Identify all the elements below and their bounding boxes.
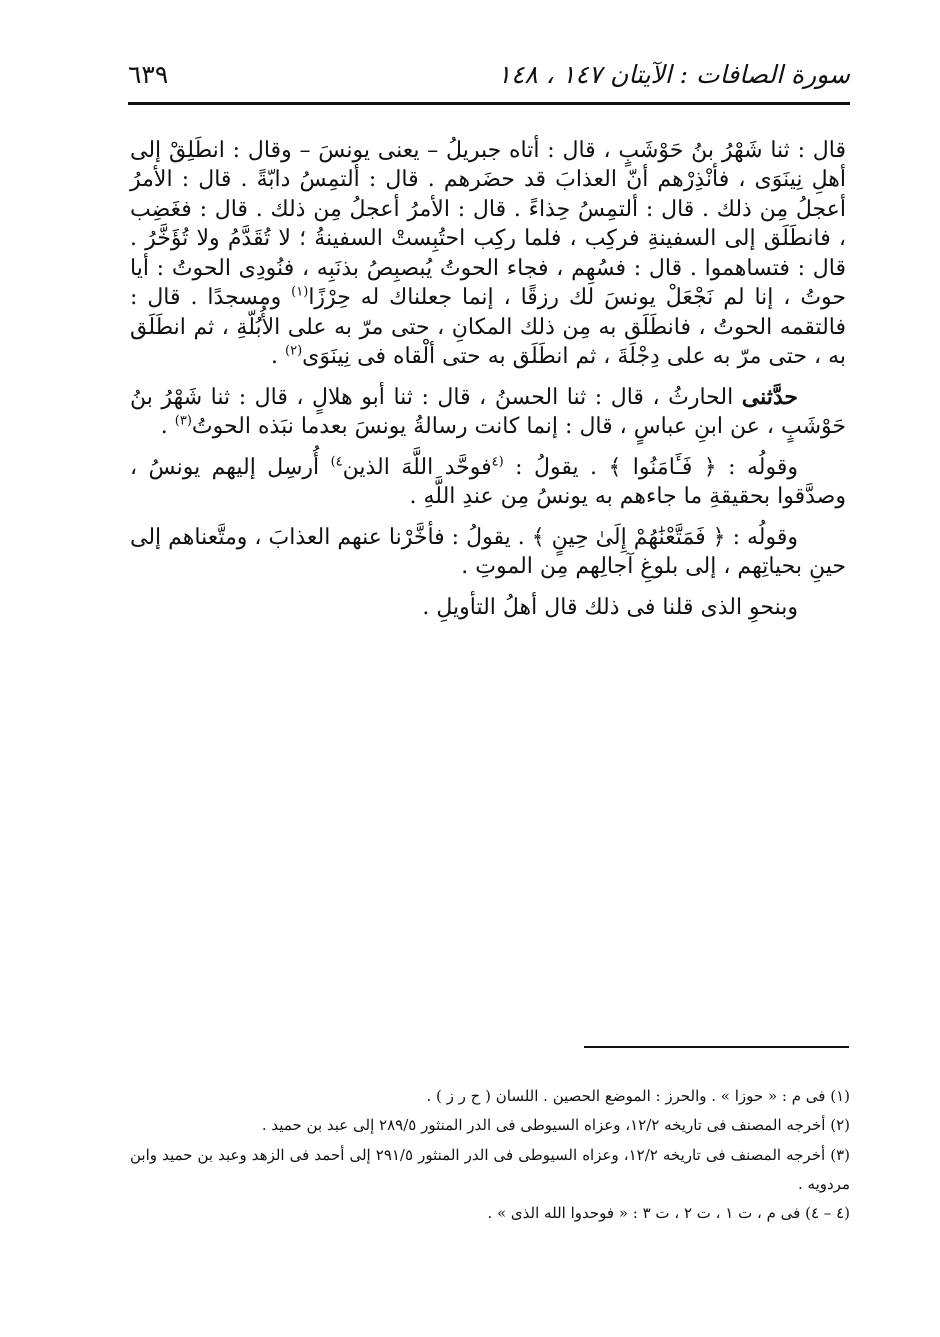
footnote-ref-3: (٣) — [174, 413, 192, 429]
paragraph-2 — [130, 383, 846, 442]
footnote-ref-1: (١) — [291, 285, 309, 301]
paragraph-1-end: . — [271, 344, 278, 370]
paragraph-3 — [130, 453, 846, 512]
footnotes — [130, 1082, 850, 1228]
footnote-ref-2: (٢) — [285, 343, 303, 359]
paragraph-1 — [130, 136, 846, 372]
paragraph-2-end: . — [160, 414, 168, 440]
footnote-1: (١) فى م : « حوزا » . والحرز : الموضع الحصين . اللسان ( ح ر ز ) . — [426, 1087, 850, 1105]
paragraph-5-text: وبنحوِ الذى قلنا فى ذلك قال أهلُ التأويلِ . — [422, 594, 798, 620]
paragraph-4-text: وقولُه : ﴿ فَمَتَّعْنَٰهُمْ إِلَىٰ حِينٍ ﴾ . يقولُ : فأخَّرْنا عنهم العذابَ ، ومتَّعناهم إلى حينِ بحياتِهم ، إلى بلوغِ آجالِهم مِن الموتِ . — [130, 524, 846, 580]
paragraph-4 — [130, 523, 846, 582]
footnote-3: (٣) أخرجه المصنف فى تاريخه ١٢/٢، وعزاه السيوطى فى الدر المنثور ٢٩١/٥ إلى أحمد فى الزهد وعبد بن حميد وابن مردويه . — [130, 1145, 850, 1193]
page-number: ٦٣٩ — [128, 60, 169, 89]
running-header — [128, 56, 850, 100]
paragraph-2-text: الحارثُ ، قال : ثنا الحسنُ ، قال : ثنا أبو هلالٍ ، قال : ثنا شَهْرُ بنُ حَوْشَبٍ ، عن ابنِ عباسٍ ، قال : إنما كانت رسالةُ يونسَ بعدما نبَذه الحوتُ — [130, 384, 846, 440]
paragraph-3-text-a: وقولُه : ﴿ فَـَٔامَنُوا ﴾ . يقولُ : — [515, 454, 798, 480]
paragraph-3-text-b: فوحَّد اللَّهَ الذين — [342, 454, 492, 480]
paragraph-2-lead: حدَّثنى — [741, 383, 798, 410]
footnote-ref-4-close: ٤) — [330, 454, 343, 470]
footnote-4: (٤ – ٤) فى م ، ت ١ ، ت ٢ ، ت ٣ : « فوحدوا الله الذى » . — [487, 1204, 850, 1222]
footnote-rule — [584, 1046, 849, 1048]
main-text — [130, 136, 846, 622]
header-rule — [128, 102, 850, 105]
paragraph-1-text-b: ومسجدًا . قال : فالتقمه الحوتُ ، فانطَلَق به مِن ذلك المكانِ ، حتى مرّ به على الأُبُلّةِ ، ثم انطَلَق به ، حتى مرّ به على دِجْلَةَ ، ثم انطَلَق به حتى ألْقاه فى نِينَوَى — [130, 285, 846, 370]
paragraph-3-text-c: أُرسِل إليهم يونسُ ، وصدَّقوا بحقيقةِ ما جاءهم به يونسُ مِن عندِ اللَّهِ . — [130, 454, 846, 510]
footnote-2: (٢) أخرجه المصنف فى تاريخه ١٢/٢، وعزاه السيوطى فى الدر المنثور ٢٨٩/٥ إلى عبد بن حميد . — [261, 1116, 850, 1135]
paragraph-1-text-a: قال : ثنا شَهْرُ بنُ حَوْشَبٍ ، قال : أتاه جبريلُ – يعنى يونسَ – وقال : انطَلِقْ إلى أهلِ نِينَوَى ، فأنْذِرْهم أنّ العذابَ قد حضَرهم . قال : ألتمِسُ دابّةً . قال : الأمرُ أعجلُ مِن ذلك . قال : ألتمِسُ حِذاءً . قال : الأمرُ أعجلُ مِن ذلك . قال : فغَضِب ، فانطَلَق إلى السفينةِ فركِب ، فلما ركِب احتُبِستْ السفينةُ ؛ لا تُقَدَّمُ ولا تُؤَخَّرُ . قال : فتساهموا . قال : فسُهِم ، فجاء الحوتُ يُبصبِصُ بذنَبِه ، فنُودِى الحوتُ : أيا حوتُ ، إنا لم نَجْعَلْ يونسَ لك رزقًا ، إنما جعلناك له حِرْزًا — [130, 138, 846, 311]
header-title: سورة الصافات : الآيتان ١٤٧ ، ١٤٨ — [497, 60, 850, 89]
paragraph-5 — [130, 593, 846, 622]
footnote-ref-4-open: (٤ — [491, 454, 504, 470]
